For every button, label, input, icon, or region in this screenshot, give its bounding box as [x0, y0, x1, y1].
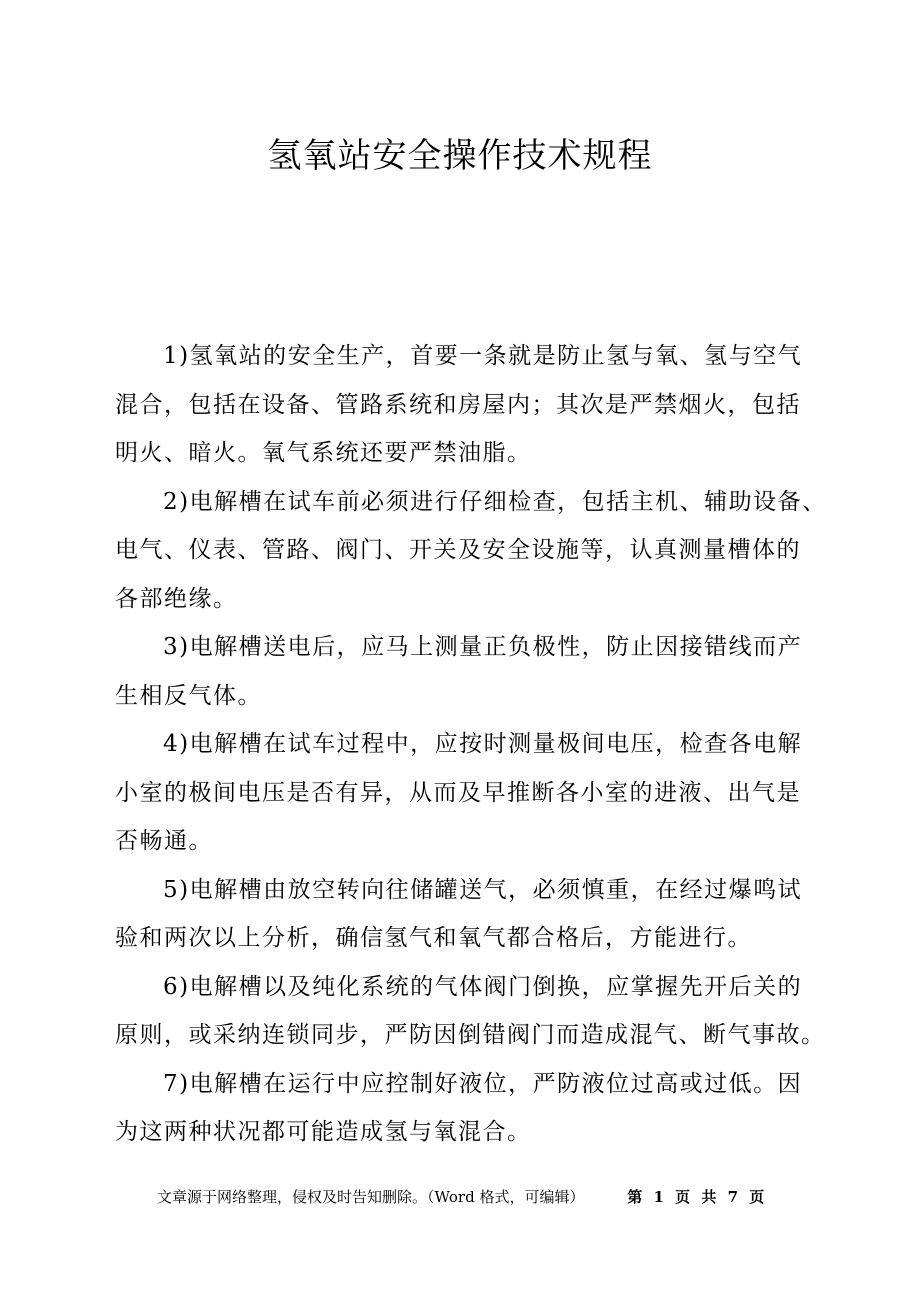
paragraph-2 — [115, 478, 845, 624]
paragraph-line: 6)电解槽以及纯化系统的气体阀门倒换，应掌握先开后关的 — [163, 973, 803, 1000]
paragraph-line: 否畅通。 — [115, 828, 213, 854]
paragraph-3 — [115, 623, 845, 720]
paragraph-line: 2)电解槽在试车前必须进行仔细检查，包括主机、辅助设备、 — [163, 488, 827, 515]
page-footer — [157, 1186, 777, 1208]
paragraph-line: 混合，包括在设备、管路系统和房屋内；其次是严禁烟火，包括 — [115, 391, 801, 418]
paragraph-6 — [115, 963, 845, 1060]
paragraph-4 — [115, 720, 845, 866]
paragraph-line: 小室的极间电压是否有异，从而及早推断各小室的进液、出气是 — [115, 779, 801, 806]
paragraph-7 — [115, 1060, 845, 1157]
paragraph-line: 4)电解槽在试车过程中，应按时测量极间电压，检查各电解 — [163, 731, 803, 757]
document-title: 氢氧站安全操作技术规程 — [267, 136, 653, 176]
paragraph-line: 为这两种状况都可能造成氢与氧混合。 — [115, 1119, 532, 1145]
paragraph-line: 原则，或采纳连锁同步，严防因倒错阀门而造成混气、断气事故。 — [115, 1022, 826, 1048]
paragraph-1 — [115, 332, 845, 478]
page-number: 第 1 页 共 7 页 — [627, 1188, 768, 1206]
paragraph-5 — [115, 866, 845, 963]
paragraph-line: 7)电解槽在运行中应控制好液位，严防液位过高或过低。因 — [163, 1070, 803, 1097]
copyright-notice: 文章源于网络整理，侵权及时告知删除。（Word 格式，可编辑） — [157, 1188, 585, 1206]
paragraph-line: 3)电解槽送电后，应马上测量正负极性，防止因接错线而产 — [163, 634, 803, 660]
paragraph-line: 生相反气体。 — [115, 682, 262, 709]
paragraph-line: 1)氢氧站的安全生产，首要一条就是防止氢与氧、氢与空气 — [163, 343, 803, 369]
paragraph-line: 明火、暗火。氧气系统还要严禁油脂。 — [115, 440, 532, 466]
document-body — [115, 332, 845, 1157]
paragraph-line: 电气、仪表、管路、阀门、开关及安全设施等，认真测量槽体的 — [115, 537, 801, 563]
paragraph-line: 各部绝缘。 — [115, 585, 238, 612]
paragraph-line: 5)电解槽由放空转向往储罐送气，必须慎重，在经过爆鸣试 — [163, 876, 803, 903]
paragraph-line: 验和两次以上分析，确信氢气和氧气都合格后，方能进行。 — [115, 925, 752, 951]
